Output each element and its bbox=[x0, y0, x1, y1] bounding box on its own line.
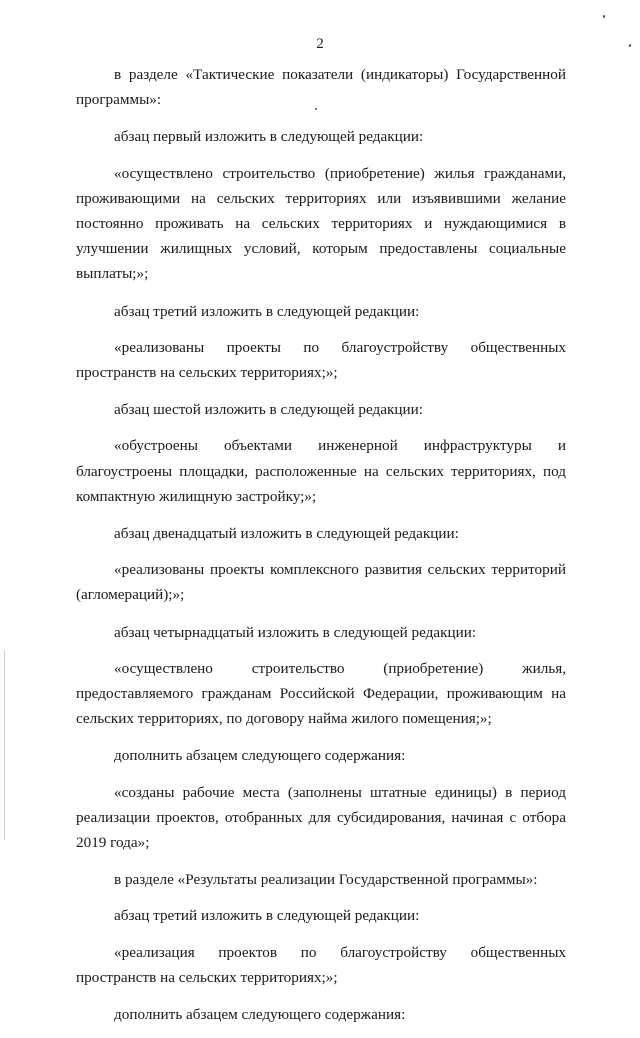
paragraph: абзац первый изложить в следующей редакции: bbox=[114, 128, 424, 146]
page-number: 2 bbox=[316, 36, 324, 52]
paragraph: «реализованы проекты по благоустройству общественных пространств на сельских территориях;»; bbox=[76, 338, 566, 382]
scan-speck bbox=[603, 15, 605, 18]
paragraph: в разделе «Результаты реализации Государственной программы»: bbox=[114, 871, 538, 889]
paragraph: «реализованы проекты комплексного развития сельских территорий (агломераций);»; bbox=[76, 561, 566, 604]
paragraph: абзац четырнадцатый изложить в следующей редакции: bbox=[114, 623, 477, 641]
paragraph: «осуществлено строительство (приобретение) жилья, предоставляемого гражданам Российской Федерации, проживающим на сельских территориях, по договору найма жилого помещения;»; bbox=[76, 659, 566, 728]
paragraph: «реализация проектов по благоустройству общественных пространств на сельских территориях;»; bbox=[76, 943, 566, 986]
document-body bbox=[76, 62, 566, 1038]
paragraph: «созданы рабочие места (заполнены штатные единицы) в период реализации проектов, отобранных для субсидирования, начиная с отбора 2019 года»; bbox=[76, 783, 566, 852]
paragraph: в разделе «Тактические показатели (индикаторы) Государственной программы»: bbox=[76, 66, 566, 109]
paragraph: дополнить абзацем следующего содержания: bbox=[114, 1006, 406, 1024]
paragraph: дополнить абзацем следующего содержания: bbox=[114, 747, 406, 765]
paragraph: абзац двенадцатый изложить в следующей редакции: bbox=[114, 525, 459, 543]
scan-edge-shadow bbox=[4, 650, 5, 840]
paragraph: абзац третий изложить в следующей редакции: bbox=[114, 302, 420, 320]
paragraph: абзац третий изложить в следующей редакции: bbox=[114, 907, 420, 925]
paragraph: абзац шестой изложить в следующей редакции: bbox=[114, 401, 423, 419]
paragraph: «обустроены объектами инженерной инфраструктуры и благоустроены площадки, расположенные на сельских территориях, под компактную жилищную застройку;»; bbox=[76, 437, 566, 505]
paragraph: «осуществлено строительство (приобретение) жилья гражданами, проживающими на сельских территориях или изъявившими желание постоянно проживать на сельских территориях и нуждающимися в улучшении жилищных условий, которым предоставлены социальные выплаты;»; bbox=[76, 164, 566, 283]
